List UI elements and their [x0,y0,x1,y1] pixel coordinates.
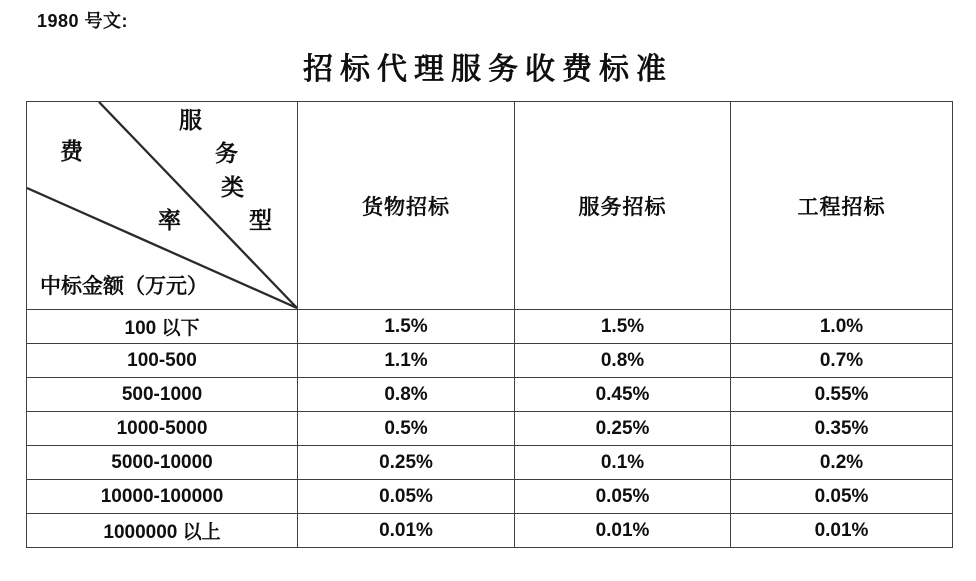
rate-cell: 0.05% [298,480,515,514]
rate-cell: 1.5% [515,310,731,344]
page-title: 招标代理服务收费标准 [303,53,673,86]
rate-cell: 1.1% [298,344,515,378]
corner-service-type-char-1: 服 [179,108,202,133]
rate-cell: 0.55% [731,378,953,412]
corner-service-type-char-3: 类 [221,175,244,200]
diagonal-corner-cell [27,102,298,310]
table-row [27,310,953,344]
fee-standard-table [26,101,953,548]
rate-cell: 0.5% [298,412,515,446]
row-label: 100 以下 [27,310,298,344]
rate-cell: 0.8% [298,378,515,412]
corner-service-type-char-2: 务 [215,141,238,166]
table-row [27,344,953,378]
rate-cell: 0.05% [731,480,953,514]
row-label: 1000000 以上 [27,514,298,548]
rate-cell: 1.5% [298,310,515,344]
column-header-engineering-tender: 工程招标 [731,102,953,310]
row-label: 10000-100000 [27,480,298,514]
document-number: 1980 号文: [37,11,129,31]
table-row [27,378,953,412]
table-row [27,412,953,446]
rate-cell: 0.35% [731,412,953,446]
rate-cell: 1.0% [731,310,953,344]
rate-cell: 0.2% [731,446,953,480]
table-row [27,514,953,548]
corner-service-type-char-4: 型 [249,208,272,233]
rate-cell: 0.01% [731,514,953,548]
table-row [27,480,953,514]
row-label: 1000-5000 [27,412,298,446]
rate-cell: 0.05% [515,480,731,514]
column-header-goods-tender: 货物招标 [298,102,515,310]
corner-amount-label: 中标金额（万元） [40,274,208,298]
table-row [27,446,953,480]
rate-cell: 0.01% [515,514,731,548]
row-label: 5000-10000 [27,446,298,480]
rate-cell: 0.7% [731,344,953,378]
table-header-row [27,102,953,310]
row-label: 100-500 [27,344,298,378]
rate-cell: 0.45% [515,378,731,412]
rate-cell: 0.25% [298,446,515,480]
rate-cell: 0.01% [298,514,515,548]
rate-cell: 0.1% [515,446,731,480]
rate-cell: 0.25% [515,412,731,446]
column-header-service-tender: 服务招标 [515,102,731,310]
row-label: 500-1000 [27,378,298,412]
rate-cell: 0.8% [515,344,731,378]
corner-fee-char-2: 率 [158,208,181,233]
corner-fee-char-1: 费 [60,139,83,164]
